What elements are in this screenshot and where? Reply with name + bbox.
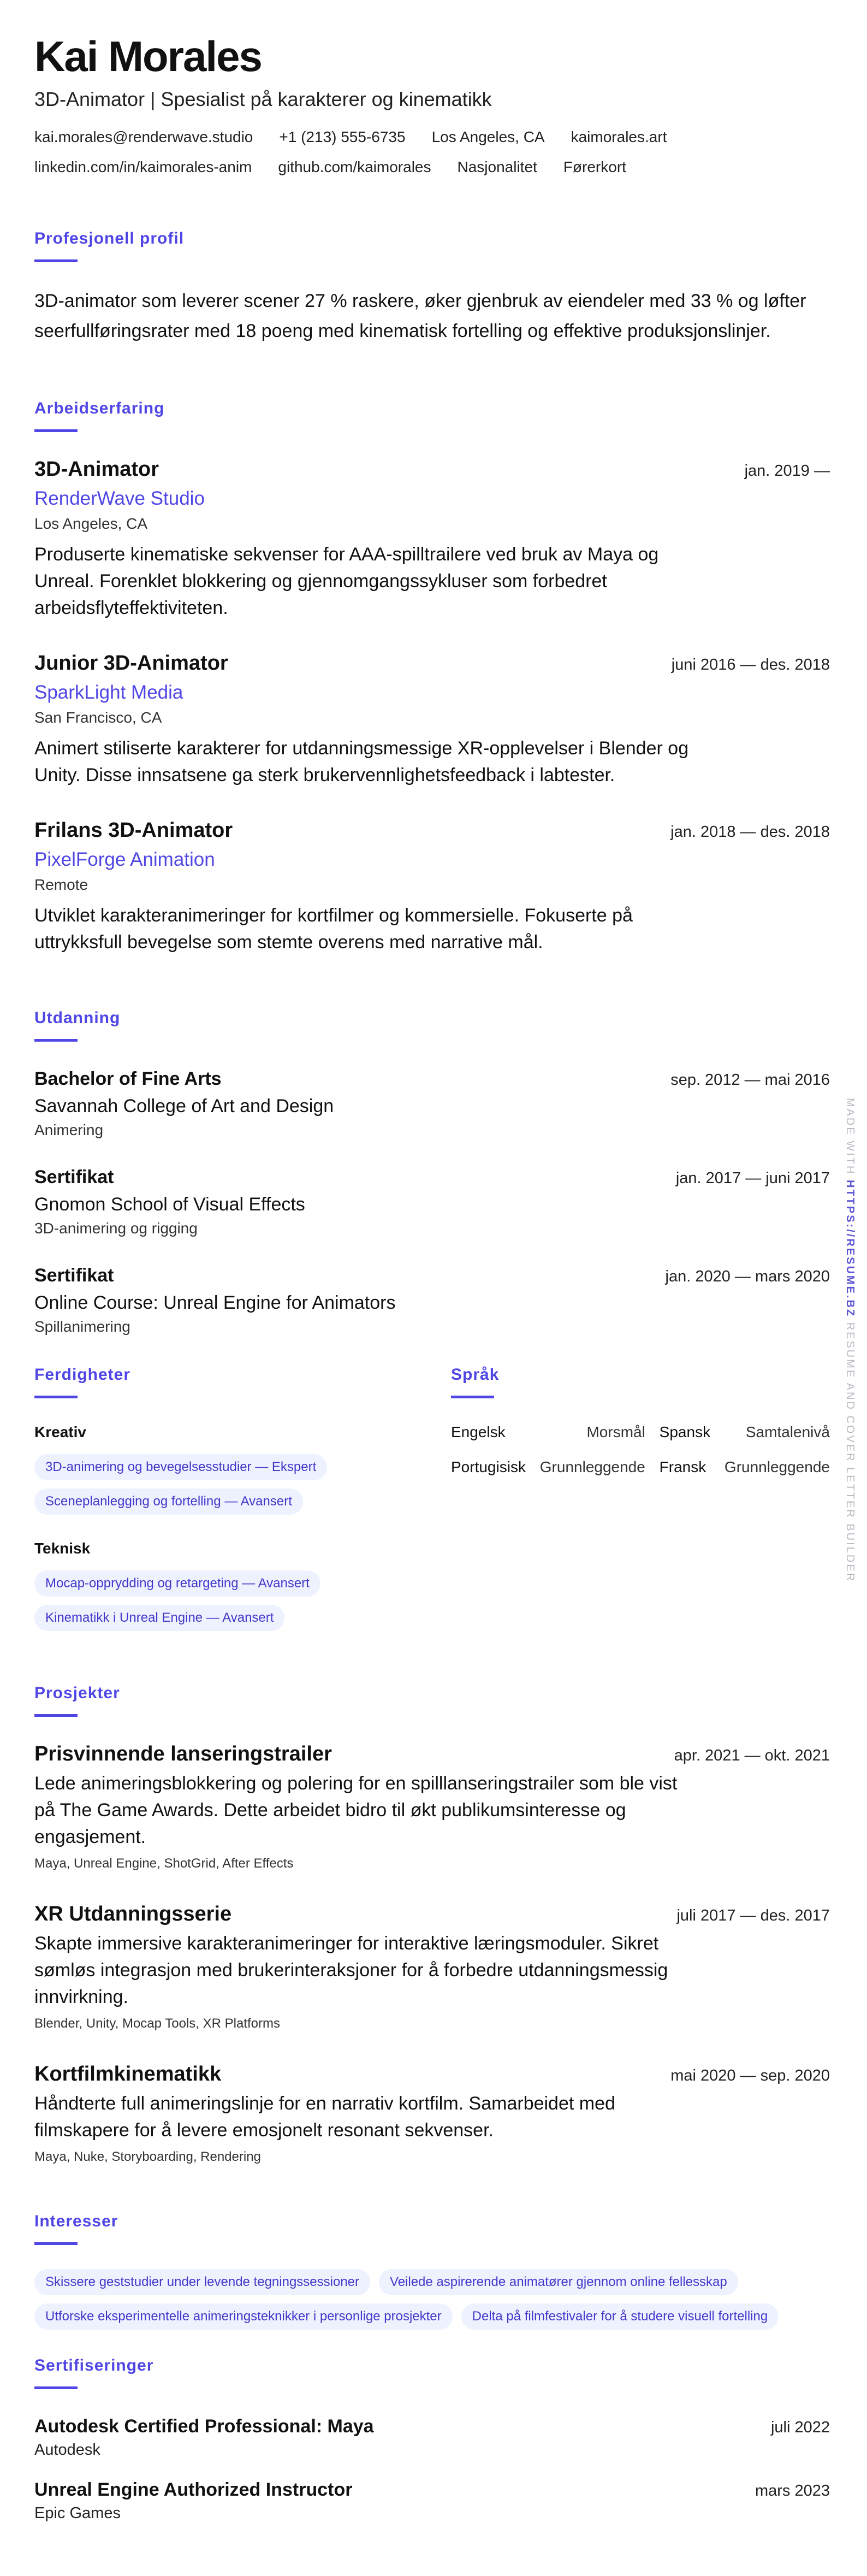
item-header <box>34 650 830 676</box>
project-technologies: Blender, Unity, Mocap Tools, XR Platforms <box>34 2016 280 2031</box>
school-name: Gnomon School of Visual Effects <box>34 1194 305 1215</box>
project-dates: mai 2020 — sep. 2020 <box>670 2067 830 2084</box>
section-title: Sertifiseringer <box>34 2356 154 2374</box>
language-level: Samtalenivå <box>745 1423 830 1440</box>
section-title: Profesjonell profil <box>34 229 185 247</box>
watermark-link[interactable]: HTTPS://RESUME.BZ <box>844 1180 856 1318</box>
candidate-subtitle: 3D-Animator | Spesialist på karakterer og kinematikk <box>34 88 492 110</box>
contact-github[interactable]: github.com/kaimorales <box>278 158 431 175</box>
education-item <box>34 1262 830 1337</box>
contact-license: Førerkort <box>563 158 626 175</box>
education-list <box>34 1066 830 1337</box>
company-name: RenderWave Studio <box>34 488 205 509</box>
section-title: Utdanning <box>34 1009 121 1027</box>
degree: Sertifikat <box>34 1265 114 1286</box>
item-header <box>34 1741 830 1767</box>
profile-section <box>34 229 830 346</box>
skills-languages <box>34 1365 830 1655</box>
item-header <box>34 1164 830 1190</box>
project-item <box>34 1741 830 1872</box>
project-technologies: Maya, Nuke, Storyboarding, Rendering <box>34 2149 261 2164</box>
interests-section <box>34 2212 830 2330</box>
project-title: Kortfilmkinematikk <box>34 2063 222 2085</box>
item-header <box>34 2061 830 2087</box>
interest-chip: Delta på filmfestivaler for å studere visuell fortelling <box>461 2303 779 2330</box>
project-item <box>34 1901 830 2033</box>
experience-item <box>34 650 830 789</box>
skill-chip: 3D-animering og bevegelsesstudier — Ekspert <box>34 1454 327 1480</box>
section-title: Prosjekter <box>34 1684 120 1702</box>
language-level: Grunnleggende <box>539 1458 645 1475</box>
skill-group-name: Teknisk <box>34 1540 91 1557</box>
certifications-list <box>34 2413 830 2524</box>
project-description: Håndterte full animeringslinje for en narrativ kortfilm. Samarbeidet med filmskapere for å levere emosjonelt resonant sekvenser. <box>34 2093 615 2141</box>
interest-chip: Skissere geststudier under levende tegningssessioner <box>34 2269 370 2295</box>
education-item <box>34 1164 830 1238</box>
section-divider <box>34 429 78 432</box>
skill-chip: Kinematikk i Unreal Engine — Avansert <box>34 1605 284 1631</box>
contact-email[interactable]: kai.morales@renderwave.studio <box>34 128 253 145</box>
languages-list <box>451 1422 830 1477</box>
watermark-suffix: RESUME AND COVER LETTER BUILDER <box>844 1322 856 1583</box>
job-description: Utviklet karakteranimeringer for kortfilmer og kommersielle. Fokuserte på uttrykksfull bevegelse som stemte overens med narrative mål. <box>34 905 633 953</box>
project-dates: juli 2017 — des. 2017 <box>676 1907 830 1924</box>
job-description: Produserte kinematiske sekvenser for AAA-spilltrailere ved bruk av Maya og Unreal. Forenklet blokkering og gjennomgangssykluser som forbedret arbeidsflyteffektiviteten. <box>34 544 659 618</box>
language-level: Morsmål <box>586 1423 645 1440</box>
skill-chips <box>34 1570 451 1631</box>
contact-row-1 <box>34 128 830 146</box>
header <box>34 32 830 176</box>
certification-date: juli 2022 <box>770 2419 830 2436</box>
item-header <box>34 2477 830 2503</box>
project-technologies: Maya, Unreal Engine, ShotGrid, After Effects <box>34 1856 294 1871</box>
item-header <box>34 456 830 482</box>
language-name: Fransk <box>659 1458 706 1475</box>
item-header <box>34 2413 830 2439</box>
section-divider <box>34 2386 78 2389</box>
contact-nationality: Nasjonalitet <box>457 158 537 175</box>
skills-list <box>34 1422 451 1631</box>
job-dates: juni 2016 — des. 2018 <box>671 656 830 673</box>
education-section <box>34 1008 830 1337</box>
field-of-study: Spillanimering <box>34 1318 130 1335</box>
certification-item <box>34 2413 830 2460</box>
certification-date: mars 2023 <box>755 2482 830 2500</box>
item-header <box>34 1262 830 1289</box>
section-divider <box>451 1396 494 1398</box>
project-description: Skapte immersive karakteranimeringer for interaktive læringsmoduler. Sikret sømløs integrasjon med brukerinteraksjoner for å forbedre utdanningsmessig innvirkning. <box>34 1933 668 2007</box>
section-title: Arbeidserfaring <box>34 399 165 417</box>
section-divider <box>34 1396 78 1398</box>
certification-issuer: Epic Games <box>34 2504 121 2522</box>
section-divider <box>34 1039 78 1042</box>
education-dates: sep. 2012 — mai 2016 <box>670 1071 830 1089</box>
project-title: XR Utdanningsserie <box>34 1903 232 1925</box>
job-title: Frilans 3D-Animator <box>34 819 233 842</box>
section-divider <box>34 2242 78 2245</box>
degree: Sertifikat <box>34 1167 114 1187</box>
field-of-study: 3D-animering og rigging <box>34 1220 198 1237</box>
job-location: Remote <box>34 876 88 893</box>
experience-list <box>34 456 830 956</box>
education-item <box>34 1066 830 1140</box>
projects-section <box>34 1683 830 2166</box>
company-name: PixelForge Animation <box>34 849 215 870</box>
contact-phone[interactable]: +1 (213) 555-6735 <box>279 128 406 145</box>
job-location: Los Angeles, CA <box>34 515 148 532</box>
job-title: Junior 3D-Animator <box>34 652 228 675</box>
project-item <box>34 2061 830 2166</box>
profile-text: 3D-animator som leverer scener 27 % raskere, øker gjenbruk av eiendeler med 33 % og løfter seerfullføringsrater med 18 poeng med kinematisk fortelling og effektive produksjonslinjer. <box>34 291 806 341</box>
degree: Bachelor of Fine Arts <box>34 1068 222 1089</box>
section-divider <box>34 259 78 262</box>
interest-chip: Utforske eksperimentelle animeringsteknikker i personlige prosjekter <box>34 2303 453 2330</box>
certifications-section <box>34 2356 830 2524</box>
skill-chip: Sceneplanlegging og fortelling — Avansert <box>34 1488 303 1515</box>
skill-chip: Mocap-opprydding og retargeting — Avansert <box>34 1570 320 1597</box>
watermark-prefix: MADE WITH <box>844 1098 856 1175</box>
skill-chips <box>34 1454 451 1515</box>
job-dates: jan. 2018 — des. 2018 <box>670 823 830 841</box>
certification-item <box>34 2477 830 2524</box>
languages-section <box>451 1365 830 1655</box>
language-name: Portugisisk <box>451 1458 526 1475</box>
section-divider <box>34 1714 78 1717</box>
interest-chip: Veilede aspirerende animatører gjennom online fellesskap <box>379 2269 738 2295</box>
language-name: Engelsk <box>451 1423 506 1440</box>
interests-list <box>34 2269 830 2330</box>
section-title: Språk <box>451 1366 500 1384</box>
resume <box>34 32 830 2540</box>
experience-section <box>34 399 830 956</box>
project-title: Prisvinnende lanseringstrailer <box>34 1742 332 1765</box>
job-location: San Francisco, CA <box>34 709 162 726</box>
section-title: Interesser <box>34 2212 118 2230</box>
projects-list <box>34 1741 830 2166</box>
certification-issuer: Autodesk <box>34 2441 100 2459</box>
contact-row-2 <box>34 158 830 176</box>
project-dates: apr. 2021 — okt. 2021 <box>674 1747 830 1764</box>
language-name: Spansk <box>659 1423 711 1440</box>
section-title: Ferdigheter <box>34 1366 131 1384</box>
experience-item <box>34 817 830 956</box>
candidate-name: Kai Morales <box>34 32 262 80</box>
field-of-study: Animering <box>34 1121 104 1138</box>
language-level: Grunnleggende <box>724 1458 830 1475</box>
skills-section <box>34 1365 451 1655</box>
certification-title: Unreal Engine Authorized Instructor <box>34 2479 353 2500</box>
item-header <box>34 817 830 843</box>
company-name: SparkLight Media <box>34 682 183 703</box>
experience-item <box>34 456 830 622</box>
contact-website[interactable]: kaimorales.art <box>571 128 667 145</box>
education-dates: jan. 2017 — juni 2017 <box>675 1169 830 1187</box>
contact-linkedin[interactable]: linkedin.com/in/kaimorales-anim <box>34 158 252 175</box>
job-description: Animert stiliserte karakterer for utdanningsmessige XR-opplevelser i Blender og Unity. Disse innsatsene ga sterk brukervennlighetsfeedback i labtester. <box>34 738 689 785</box>
item-header <box>34 1901 830 1927</box>
job-title: 3D-Animator <box>34 458 159 481</box>
made-with-watermark <box>844 1098 856 1582</box>
job-dates: jan. 2019 — <box>744 462 830 480</box>
certification-title: Autodesk Certified Professional: Maya <box>34 2416 374 2437</box>
education-dates: jan. 2020 — mars 2020 <box>665 1268 830 1285</box>
school-name: Online Course: Unreal Engine for Animators <box>34 1292 396 1313</box>
project-description: Lede animeringsblokkering og polering for en spilllanseringstrailer som ble vist på The Game Awards. Dette arbeidet bidro til økt publikumsinteresse og engasjement. <box>34 1773 678 1847</box>
school-name: Savannah College of Art and Design <box>34 1096 334 1116</box>
contact-location: Los Angeles, CA <box>431 128 545 145</box>
item-header <box>34 1066 830 1092</box>
skill-group-name: Kreativ <box>34 1423 86 1440</box>
